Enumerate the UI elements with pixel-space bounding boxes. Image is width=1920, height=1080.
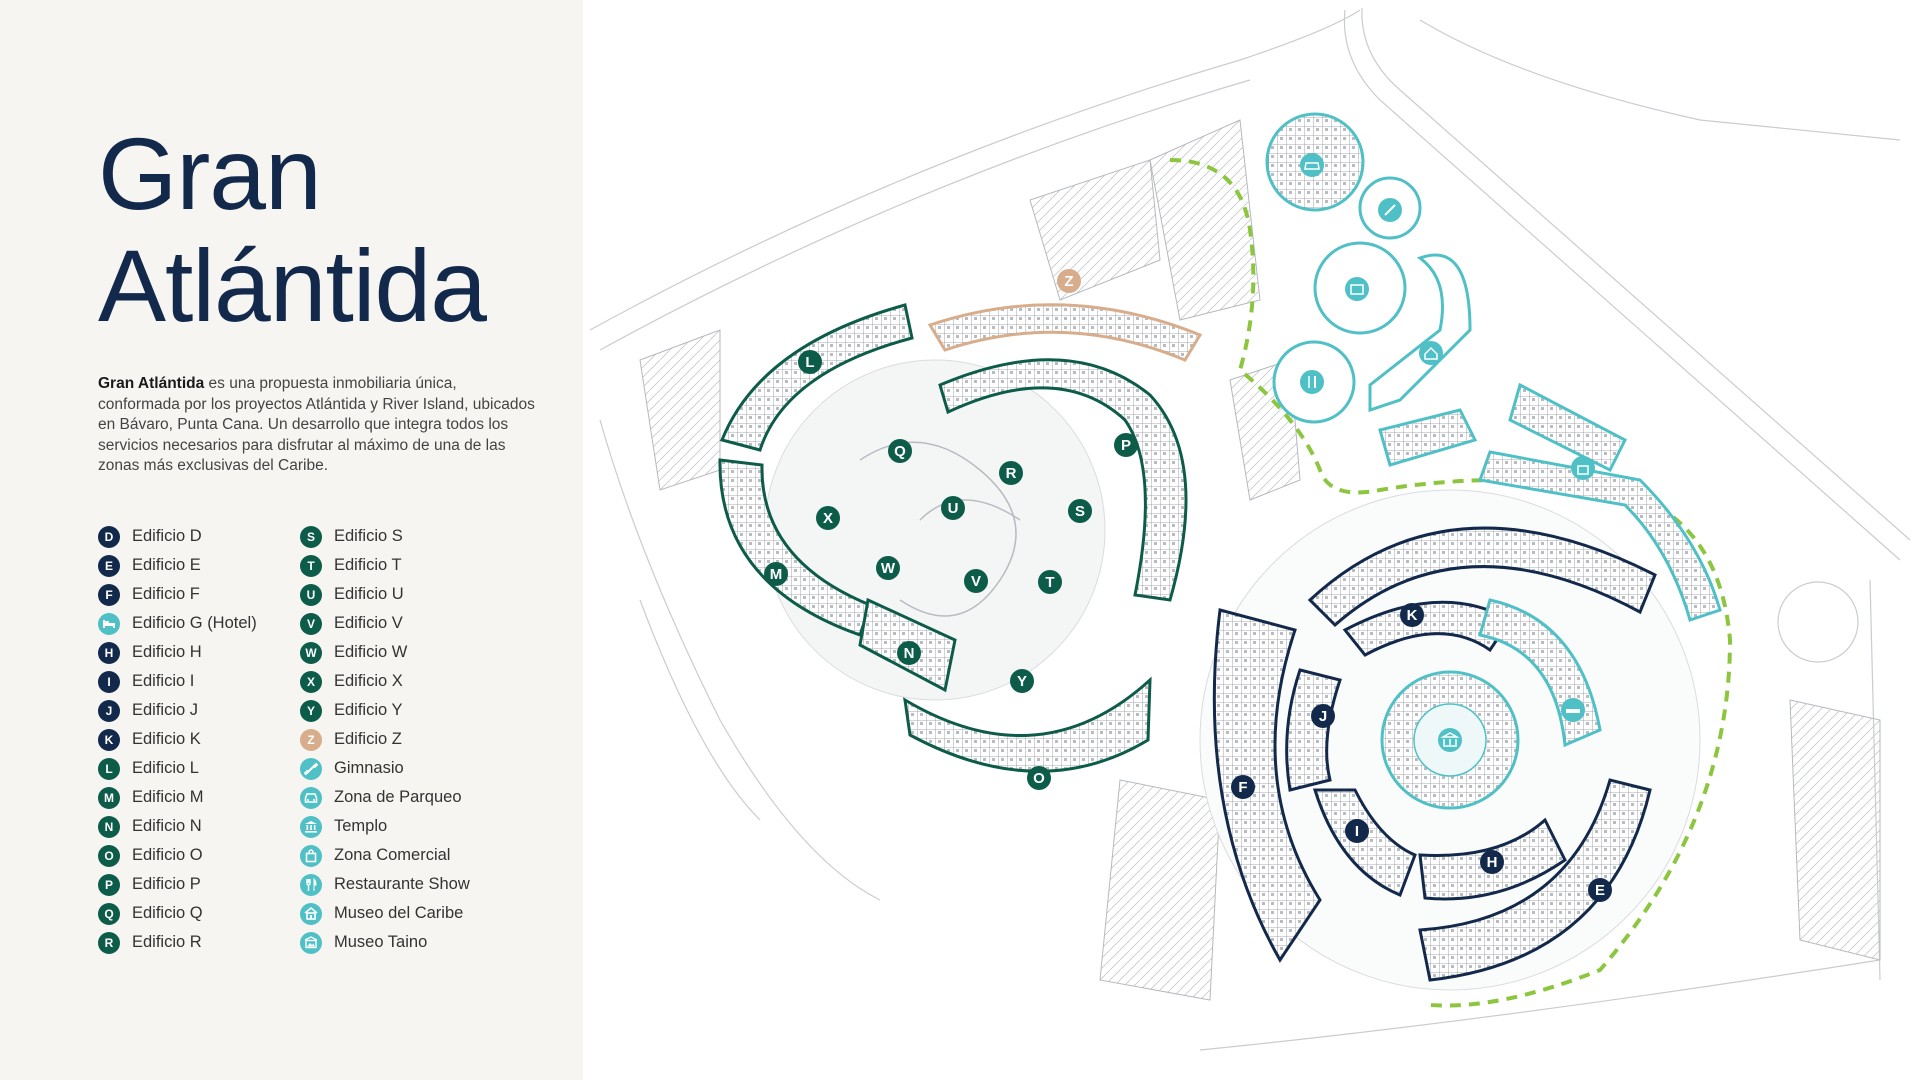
svg-text:I: I bbox=[1354, 823, 1360, 840]
legend-label: Edificio T bbox=[334, 556, 402, 574]
badge-s: S bbox=[300, 526, 322, 548]
map-marker-k[interactable] bbox=[1400, 603, 1424, 627]
legend-label: Edificio Y bbox=[334, 701, 403, 719]
atlantida-complex bbox=[720, 305, 1200, 772]
legend-label: Edificio S bbox=[334, 527, 403, 545]
legend-item bbox=[98, 870, 257, 899]
badge-v: V bbox=[300, 613, 322, 635]
legend-item bbox=[300, 667, 470, 696]
legend-item bbox=[300, 725, 470, 754]
legend-item bbox=[98, 580, 257, 609]
svg-text:U: U bbox=[947, 500, 959, 517]
map-marker-q[interactable] bbox=[888, 439, 912, 463]
legend-item bbox=[300, 841, 470, 870]
temple-icon bbox=[300, 816, 322, 838]
legend-item bbox=[98, 725, 257, 754]
map-marker-i[interactable] bbox=[1345, 819, 1369, 843]
svg-text:T: T bbox=[1045, 574, 1055, 591]
cutlery-icon[interactable] bbox=[1300, 370, 1324, 394]
badge-y: Y bbox=[300, 700, 322, 722]
intro-text: es una propuesta inmobiliaria única, conformada por los proyectos Atlántida y River Island, ubicados en Bávaro, Punta Cana. Un desarrollo que integra todos los servicios necesarios para disfrutar al máximo de una de las zonas más exclusivas del Caribe. bbox=[98, 375, 535, 474]
legend-label: Gimnasio bbox=[334, 759, 404, 777]
legend-item bbox=[98, 899, 257, 928]
legend-label: Edificio Z bbox=[334, 730, 402, 748]
map-marker-o[interactable] bbox=[1027, 766, 1051, 790]
legend-label: Edificio U bbox=[334, 585, 404, 603]
intro-paragraph bbox=[98, 374, 538, 477]
badge-i: I bbox=[98, 671, 120, 693]
svg-text:N: N bbox=[903, 645, 915, 662]
svg-text:Y: Y bbox=[1016, 673, 1028, 690]
legend-label: Edificio V bbox=[334, 614, 403, 632]
legend-label: Edificio E bbox=[132, 556, 201, 574]
svg-text:S: S bbox=[1074, 503, 1086, 520]
badge-z: Z bbox=[300, 729, 322, 751]
svg-text:P: P bbox=[1120, 437, 1132, 454]
intro-bold: Gran Atlántida bbox=[98, 375, 205, 392]
legend-label: Museo Taino bbox=[334, 933, 428, 951]
legend-label: Edificio Q bbox=[132, 904, 203, 922]
svg-text:K: K bbox=[1406, 607, 1418, 624]
dumbbell-icon[interactable] bbox=[1378, 198, 1402, 222]
cutlery-icon bbox=[300, 874, 322, 896]
legend-column-1 bbox=[98, 522, 257, 957]
museum-icon bbox=[300, 903, 322, 925]
svg-text:X: X bbox=[822, 510, 834, 527]
badge-o: O bbox=[98, 845, 120, 867]
badge-t: T bbox=[300, 555, 322, 577]
bed-icon[interactable] bbox=[1561, 698, 1585, 722]
bed-icon bbox=[98, 613, 120, 635]
map-marker-p[interactable] bbox=[1114, 433, 1138, 457]
title-line-2: Atlántida bbox=[98, 229, 486, 343]
badge-h: H bbox=[98, 642, 120, 664]
map-marker-e[interactable] bbox=[1588, 878, 1612, 902]
legend-label: Edificio X bbox=[334, 672, 403, 690]
legend-item bbox=[300, 812, 470, 841]
badge-m: M bbox=[98, 787, 120, 809]
site-plan-map bbox=[583, 0, 1920, 1080]
map-marker-h[interactable] bbox=[1480, 850, 1504, 874]
legend-item bbox=[300, 609, 470, 638]
map-marker-z[interactable] bbox=[1057, 269, 1081, 293]
temple-icon[interactable] bbox=[1438, 728, 1462, 752]
map-marker-f[interactable] bbox=[1231, 775, 1255, 799]
legend-item bbox=[300, 928, 470, 957]
legend-item bbox=[300, 899, 470, 928]
svg-text:H: H bbox=[1486, 854, 1498, 871]
legend-label: Edificio P bbox=[132, 875, 201, 893]
legend-item bbox=[98, 754, 257, 783]
badge-w: W bbox=[300, 642, 322, 664]
legend-label: Museo del Caribe bbox=[334, 904, 464, 922]
svg-text:F: F bbox=[1238, 779, 1248, 796]
badge-f: F bbox=[98, 584, 120, 606]
map-marker-w[interactable] bbox=[876, 556, 900, 580]
legend-label: Edificio W bbox=[334, 643, 408, 661]
legend-label: Edificio K bbox=[132, 730, 201, 748]
legend-item bbox=[300, 754, 470, 783]
svg-text:W: W bbox=[880, 560, 896, 577]
svg-text:M: M bbox=[769, 566, 783, 583]
legend-label: Edificio G (Hotel) bbox=[132, 614, 257, 632]
legend-label: Edificio H bbox=[132, 643, 202, 661]
legend-item bbox=[300, 580, 470, 609]
map-marker-r[interactable] bbox=[999, 461, 1023, 485]
svg-text:R: R bbox=[1005, 465, 1017, 482]
legend-column-2 bbox=[300, 522, 470, 957]
svg-text:Z: Z bbox=[1064, 273, 1074, 290]
legend-item bbox=[98, 522, 257, 551]
legend-item bbox=[98, 783, 257, 812]
page-title bbox=[98, 118, 486, 342]
badge-r: R bbox=[98, 932, 120, 954]
legend-label: Edificio M bbox=[132, 788, 204, 806]
legend-item bbox=[98, 638, 257, 667]
legend-item bbox=[300, 522, 470, 551]
shopping-bag-icon[interactable] bbox=[1571, 456, 1595, 480]
badge-k: K bbox=[98, 729, 120, 751]
legend-label: Edificio N bbox=[132, 817, 202, 835]
legend-item bbox=[300, 551, 470, 580]
legend-label: Restaurante Show bbox=[334, 875, 470, 893]
badge-q: Q bbox=[98, 903, 120, 925]
legend-item bbox=[98, 812, 257, 841]
badge-u: U bbox=[300, 584, 322, 606]
legend-item bbox=[300, 638, 470, 667]
legend-item bbox=[98, 841, 257, 870]
svg-text:E: E bbox=[1594, 882, 1606, 899]
legend-item bbox=[300, 696, 470, 725]
map-marker-v[interactable] bbox=[964, 569, 988, 593]
shopping-bag-icon bbox=[300, 845, 322, 867]
museum-icon[interactable] bbox=[1419, 341, 1443, 365]
legend-label: Zona Comercial bbox=[334, 846, 451, 864]
svg-text:Q: Q bbox=[894, 443, 906, 460]
badge-e: E bbox=[98, 555, 120, 577]
badge-p: P bbox=[98, 874, 120, 896]
legend-item bbox=[300, 870, 470, 899]
svg-text:O: O bbox=[1033, 770, 1045, 787]
map-marker-u[interactable] bbox=[941, 496, 965, 520]
legend-label: Templo bbox=[334, 817, 388, 835]
info-sidebar bbox=[0, 0, 583, 1080]
svg-text:L: L bbox=[805, 354, 815, 371]
legend-item bbox=[98, 696, 257, 725]
legend-item bbox=[98, 609, 257, 638]
legend-label: Edificio O bbox=[132, 846, 203, 864]
map-marker-n[interactable] bbox=[897, 641, 921, 665]
legend-item bbox=[98, 928, 257, 957]
car-icon bbox=[300, 787, 322, 809]
dumbbell-icon bbox=[300, 758, 322, 780]
map-marker-x[interactable] bbox=[816, 506, 840, 530]
svg-text:V: V bbox=[970, 573, 982, 590]
legend-label: Zona de Parqueo bbox=[334, 788, 462, 806]
legend-label: Edificio F bbox=[132, 585, 200, 603]
legend-item bbox=[98, 667, 257, 696]
svg-text:J: J bbox=[1318, 708, 1328, 725]
badge-n: N bbox=[98, 816, 120, 838]
museum-image-icon bbox=[300, 932, 322, 954]
map-marker-l[interactable] bbox=[798, 350, 822, 374]
legend-label: Edificio I bbox=[132, 672, 195, 690]
legend-item bbox=[300, 783, 470, 812]
legend-label: Edificio D bbox=[132, 527, 202, 545]
map-marker-y[interactable] bbox=[1010, 669, 1034, 693]
badge-x: X bbox=[300, 671, 322, 693]
legend-label: Edificio J bbox=[132, 701, 199, 719]
museum-image-icon[interactable] bbox=[1345, 277, 1369, 301]
map-marker-m[interactable] bbox=[764, 562, 788, 586]
legend-label: Edificio R bbox=[132, 933, 202, 951]
badge-d: D bbox=[98, 526, 120, 548]
badge-j: J bbox=[98, 700, 120, 722]
legend-item bbox=[98, 551, 257, 580]
title-line-1: Gran bbox=[98, 117, 321, 231]
map-marker-s[interactable] bbox=[1068, 499, 1092, 523]
map-marker-t[interactable] bbox=[1038, 570, 1062, 594]
legend-label: Edificio L bbox=[132, 759, 199, 777]
car-icon[interactable] bbox=[1300, 153, 1324, 177]
badge-l: L bbox=[98, 758, 120, 780]
map-marker-j[interactable] bbox=[1311, 704, 1335, 728]
